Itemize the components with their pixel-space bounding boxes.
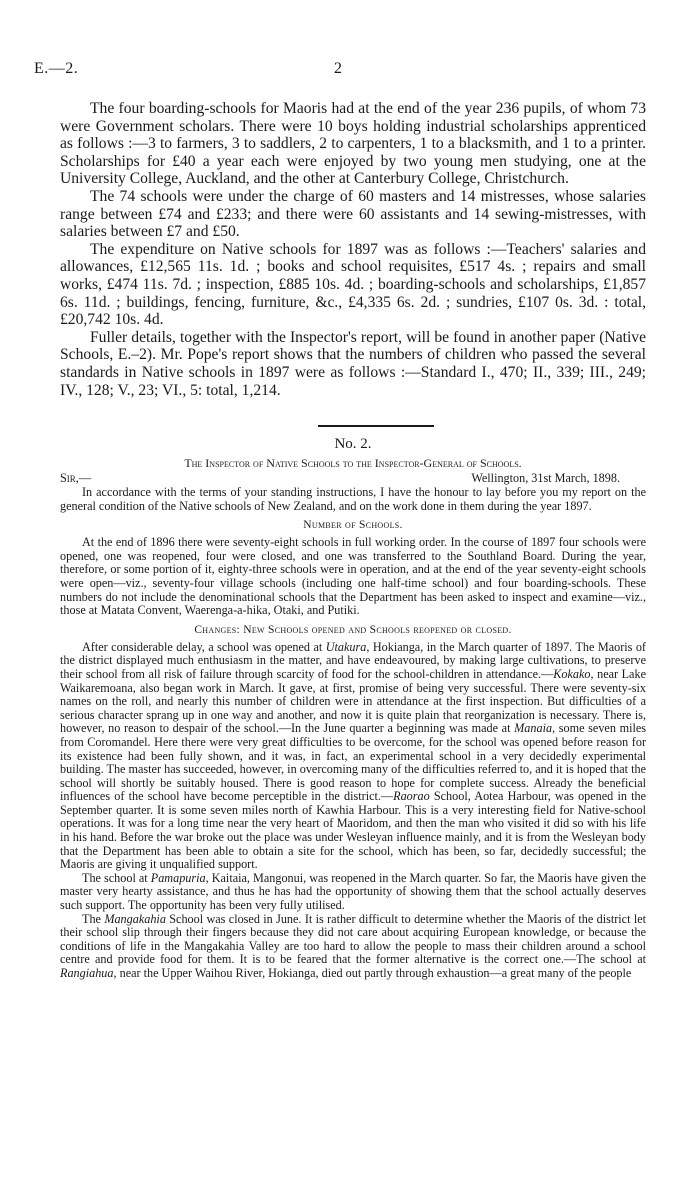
school-name-pamapuria: Pamapuria	[150, 870, 206, 885]
heading-changes: Changes: New Schools opened and Schools reopened or closed.	[194, 623, 512, 636]
salutation: Sir,—	[60, 471, 92, 485]
report-opening: In accordance with the terms of your standing instructions, I have the honour to lay before you my report on the general condition of the Native schools of New Zealand, and on the work done in them during the year 1897.	[60, 485, 646, 513]
paragraph-new-schools: After considerable delay, a school was opened at Utakura, Hokianga, in the March quarter of 1897. The Maoris of the district displayed much enthusiasm in the matter, and have endeavoured, by making large cultivations, to preserve their school from all risk of failure through scarcity of food for the school-children in attendance.—Kokako, near Lake Waikaremoana, also began work in March. It gave, at first, promise of being very successful. There were seventy-six names on the roll, and nearly this number of children were in attendance at the first inspection. But difficulties of a serious character sprang up in one way and another, and now it is quite plain that reorganization is necessary. There is, however, no reason to despair of the school.—In the June quarter a beginning was made at Manaia, some seven miles from Coromandel. Here there were very great difficulties to be overcome, for the school was opened before reason for its existence had been fully shown, and it was, in fact, an experimental school in a very decidedly experimental building. The master has succeeded, however, in overcoming many of the difficulties referred to, and it is hoped that the school will shortly be suitably housed. There is good reason to hope for complete success. Already the beneficial influences of the school have become perceptible in the district.—Raorao School, Aotea Harbour, was opened in the September quarter. It is some seven miles north of Kawhia Harbour. This is a very interesting field for Native-school operations. It was for a long time near the very heart of Maoridom, and then the man who visited it did so with his life in his hand. Before the war broke out the place was under Wesleyan influence mainly, and it is from the Wesleyan body that the Department has been able to obtain a site for the school, which has been, so far, decidedly successful; the Maoris are giving it unqualified support.	[60, 639, 647, 872]
page-header	[34, 60, 654, 84]
school-name-mangakahia: Mangakahia	[104, 911, 166, 926]
place-date: Wellington, 31st March, 1898.	[471, 471, 620, 485]
paragraph-pamapuria: The school at Pamapuria, Kaitaia, Mangonui, was reopened in the March quarter. So far, the Maoris have given the master very hearty assistance, and thus he has had the opportunity of showing them that the school actually deserves such support. The opportunity has been very fully utilised.	[60, 870, 646, 913]
section-divider	[318, 425, 434, 427]
salutation-line	[60, 471, 646, 486]
school-name-rangiahua: Rangiahua	[60, 966, 114, 980]
inspector-report	[60, 432, 646, 981]
paragraph-expenditure: The expenditure on Native schools for 1897 was as follows :—Teachers' salaries and allowances, £12,565 11s. 1d. ; books and school requisites, £517 4s. ; repairs and small works, £474 11s. 7d. ; inspection, £885 10s. 4d. ; boarding-schools and scholarships, £1,857 6s. 11d. ; buildings, fencing, furniture, &c., £4,335 6s. 2d. ; sundries, £107 0s. 3d. : total, £20,742 10s. 4d.	[60, 240, 646, 329]
school-name-raorao: Raorao	[393, 789, 430, 804]
intro-section	[60, 100, 646, 399]
paragraph-mangakahia: The Mangakahia School was closed in June. It is rather difficult to determine whether the Maoris of the district let their school slip through their fingers because they did not care about acquiring European knowledge, or because the conditions of life in the Mangakahia Valley are too hard to allow the people to mass their children around a school centre and provide food for them. It is to be feared that the former alternative is the correct one.—The school at Rangiahua, near the Upper Waihou River, Hokianga, died out partly through exhaustion—a great many of the people	[60, 911, 646, 980]
paragraph-number-of-schools: At the end of 1896 there were seventy-eight schools in full working order. In the course of 1897 four schools were opened, one was reopened, four were closed, and one was transferred to the Southland Board. During the year, therefore, or some portion of it, eighty-three schools were in operation, and at the end of the year seventy-eight schools were open—viz., seventy-four village schools (including one half-time school) and four boarding-schools. These numbers do not include the denominational schools that the Department has been asked to inspect and examine—viz., those at Matata Convent, Waerenga-a-hika, Otaki, and Putiki.	[60, 535, 646, 618]
heading-number-of-schools: Number of Schools.	[303, 519, 403, 532]
school-name-kokako: Kokako	[553, 666, 591, 681]
report-address-line: The Inspector of Native Schools to the Inspector-General of Schools.	[184, 456, 522, 470]
paragraph-teachers: The 74 schools were under the charge of 60 masters and 14 mistresses, whose salaries range between £74 and £233; and there were 60 assistants and 14 sewing-mistresses, with salaries between £7 and £50.	[60, 187, 646, 241]
report-number: No. 2.	[334, 436, 372, 452]
paragraph-boarding-schools: The four boarding-schools for Maoris had at the end of the year 236 pupils, of whom 73 were Government scholars. There were 10 boys holding industrial scholarships apprenticed as follows :—3 to farmers, 3 to saddlers, 2 to carpenters, 1 to a blacksmith, and 1 to a printer. Scholarships for £40 a year each were enjoyed by two young men studying, one at the University College, Auckland, and the other at Canterbury College, Christchurch.	[60, 100, 646, 188]
school-name-manaia: Manaia	[514, 721, 553, 736]
paragraph-standards: Fuller details, together with the Inspector's report, will be found in another paper (Native Schools, E.–2). Mr. Pope's report shows that the numbers of children who passed the several standards in Native schools in 1897 were as follows :—Standard I., 470; II., 339; III., 249; IV., 128; V., 23; VI., 5: total, 1,214.	[60, 328, 646, 399]
school-name-utakura: Utakura	[325, 639, 367, 654]
document-reference: E.—2.	[34, 60, 79, 77]
page-number: 2	[334, 60, 342, 77]
